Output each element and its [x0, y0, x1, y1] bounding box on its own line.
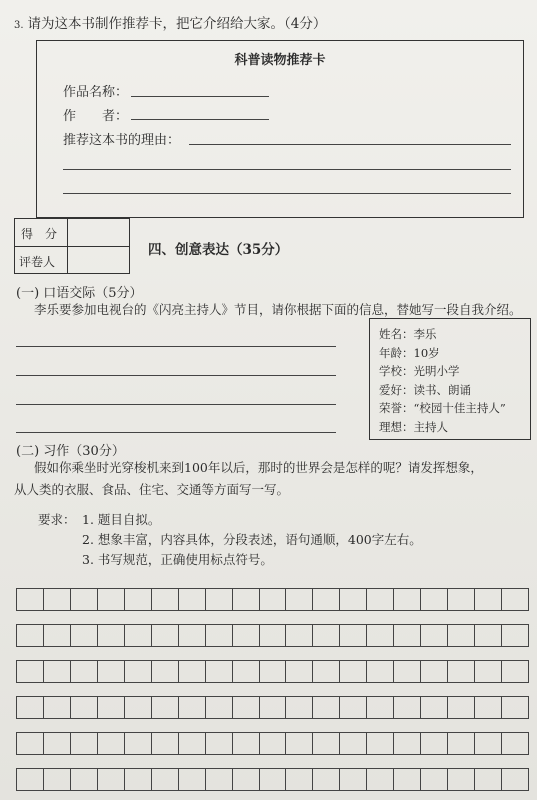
grader-label: 评卷人 [19, 255, 56, 269]
grid-cell[interactable] [448, 733, 475, 755]
grid-cell[interactable] [286, 697, 313, 719]
grid-cell[interactable] [394, 697, 421, 719]
grid-cell[interactable] [502, 769, 529, 791]
grid-cell[interactable] [206, 733, 233, 755]
grid-cell[interactable] [179, 589, 206, 611]
grid-cell[interactable] [394, 769, 421, 791]
grid-cell[interactable] [179, 733, 206, 755]
grid-cell[interactable] [448, 697, 475, 719]
grid-cell[interactable] [17, 697, 44, 719]
grid-cell[interactable] [502, 589, 529, 611]
grid-cell[interactable] [313, 769, 340, 791]
answer-line-2[interactable] [16, 375, 336, 376]
grid-cell[interactable] [98, 769, 125, 791]
grid-cell[interactable] [98, 697, 125, 719]
grid-cell[interactable] [17, 661, 44, 683]
work-name-field[interactable] [131, 96, 269, 97]
grid-cell[interactable] [260, 661, 287, 683]
grid-cell[interactable] [421, 589, 448, 611]
grid-cell[interactable] [421, 697, 448, 719]
grid-cell[interactable] [286, 661, 313, 683]
grid-cell[interactable] [206, 769, 233, 791]
grid-cell[interactable] [367, 625, 394, 647]
grid-cell[interactable] [502, 697, 529, 719]
grid-cell[interactable] [448, 589, 475, 611]
grid-cell[interactable] [367, 589, 394, 611]
grid-cell[interactable] [260, 733, 287, 755]
grid-cell[interactable] [421, 769, 448, 791]
writing-section-title: (二) 习作（30分） [16, 444, 125, 459]
grid-cell[interactable] [313, 661, 340, 683]
grid-cell[interactable] [152, 697, 179, 719]
grid-cell[interactable] [71, 733, 98, 755]
grid-cell[interactable] [260, 769, 287, 791]
grid-cell[interactable] [233, 589, 260, 611]
grid-cell[interactable] [125, 625, 152, 647]
grid-cell[interactable] [260, 697, 287, 719]
answer-line-1[interactable] [16, 346, 336, 347]
grid-cell[interactable] [44, 769, 71, 791]
question-3 [14, 12, 326, 32]
info-hobby: 爱好：读书、朗诵 [379, 382, 471, 397]
answer-line-3[interactable] [16, 404, 336, 405]
grid-cell[interactable] [394, 625, 421, 647]
grid-cell[interactable] [125, 769, 152, 791]
grid-cell[interactable] [233, 625, 260, 647]
grid-cell[interactable] [152, 589, 179, 611]
grid-cell[interactable] [340, 697, 367, 719]
info-age: 年龄：10岁 [379, 345, 440, 360]
grid-cell[interactable] [125, 733, 152, 755]
grid-cell[interactable] [286, 589, 313, 611]
grid-cell[interactable] [233, 661, 260, 683]
card-title: 科普读物推荐卡 [234, 53, 326, 68]
grid-cell[interactable] [71, 769, 98, 791]
grid-cell[interactable] [179, 625, 206, 647]
writing-prompt-line-1: 假如你乘坐时光穿梭机来到100年以后，那时的世界会是怎样的呢？请发挥想象， [34, 460, 483, 475]
grid-cell[interactable] [206, 697, 233, 719]
question-number: 3. [14, 20, 24, 31]
grid-cell[interactable] [206, 625, 233, 647]
grid-cell[interactable] [233, 697, 260, 719]
grid-cell[interactable] [44, 589, 71, 611]
grid-cell[interactable] [44, 697, 71, 719]
author-label: 作 者： [63, 109, 129, 124]
author-field[interactable] [131, 119, 269, 120]
grid-cell[interactable] [152, 661, 179, 683]
info-name: 姓名：李乐 [379, 327, 437, 341]
grid-cell[interactable] [448, 661, 475, 683]
reason-field-line-3[interactable] [63, 193, 511, 194]
reason-field-line-2[interactable] [63, 169, 511, 170]
grid-cell[interactable] [17, 769, 44, 791]
score-box [14, 218, 130, 274]
grid-cell[interactable] [71, 589, 98, 611]
grid-cell[interactable] [98, 661, 125, 683]
grid-cell[interactable] [367, 733, 394, 755]
writing-grid-row[interactable] [16, 660, 529, 683]
oral-section-title: (一) 口语交际（5分） [16, 286, 143, 301]
grid-cell[interactable] [206, 661, 233, 683]
reason-field-line-1[interactable] [189, 144, 511, 145]
grid-cell[interactable] [340, 769, 367, 791]
requirements-label: 要求： [38, 512, 76, 527]
info-school: 学校：光明小学 [379, 364, 460, 378]
writing-grid-row[interactable] [16, 732, 529, 755]
reason-label: 推荐这本书的理由： [63, 133, 181, 148]
grid-cell[interactable] [206, 589, 233, 611]
grid-cell[interactable] [98, 589, 125, 611]
grid-cell[interactable] [44, 733, 71, 755]
grid-cell[interactable] [313, 625, 340, 647]
grid-cell[interactable] [233, 733, 260, 755]
grid-cell[interactable] [475, 661, 502, 683]
grid-cell[interactable] [448, 769, 475, 791]
requirement-2: 2. 想象丰富，内容具体，分段表述，语句通顺，400字左右。 [82, 532, 422, 547]
grid-cell[interactable] [502, 625, 529, 647]
grid-cell[interactable] [367, 697, 394, 719]
grid-cell[interactable] [394, 661, 421, 683]
writing-prompt-line-2: 从人类的衣服、食品、住宅、交通等方面写一写。 [14, 482, 290, 497]
grid-cell[interactable] [313, 697, 340, 719]
grid-cell[interactable] [125, 697, 152, 719]
grid-cell[interactable] [17, 625, 44, 647]
info-ideal: 理想：主持人 [379, 419, 448, 434]
grid-cell[interactable] [502, 733, 529, 755]
grid-cell[interactable] [286, 769, 313, 791]
grid-cell[interactable] [179, 769, 206, 791]
grid-cell[interactable] [260, 589, 287, 611]
grid-cell[interactable] [125, 589, 152, 611]
grid-cell[interactable] [475, 769, 502, 791]
grid-cell[interactable] [98, 625, 125, 647]
writing-grid-row[interactable] [16, 768, 529, 791]
requirement-1: 1. 题目自拟。 [82, 512, 161, 527]
work-name-label: 作品名称： [63, 85, 129, 100]
grid-cell[interactable] [152, 769, 179, 791]
grid-cell[interactable] [475, 697, 502, 719]
grid-cell[interactable] [313, 589, 340, 611]
grid-cell[interactable] [502, 661, 529, 683]
grid-cell[interactable] [394, 733, 421, 755]
grid-cell[interactable] [340, 733, 367, 755]
grid-cell[interactable] [71, 697, 98, 719]
requirement-3: 3. 书写规范，正确使用标点符号。 [82, 552, 273, 567]
grid-cell[interactable] [340, 661, 367, 683]
grid-cell[interactable] [421, 625, 448, 647]
grid-cell[interactable] [340, 625, 367, 647]
grid-cell[interactable] [286, 625, 313, 647]
grid-cell[interactable] [125, 661, 152, 683]
answer-line-4[interactable] [16, 432, 336, 433]
grid-cell[interactable] [421, 661, 448, 683]
grid-cell[interactable] [71, 625, 98, 647]
writing-grid-row[interactable] [16, 696, 529, 719]
grid-cell[interactable] [179, 697, 206, 719]
recommendation-card [36, 40, 524, 218]
grid-cell[interactable] [367, 661, 394, 683]
grid-cell[interactable] [475, 733, 502, 755]
grid-cell[interactable] [152, 625, 179, 647]
score-label: 得 分 [21, 227, 58, 241]
grid-cell[interactable] [152, 733, 179, 755]
oral-intro: 李乐要参加电视台的《闪亮主持人》节目，请你根据下面的信息，替她写一段自我介绍。 [34, 302, 522, 317]
grid-cell[interactable] [448, 625, 475, 647]
grid-cell[interactable] [71, 661, 98, 683]
grid-cell[interactable] [260, 625, 287, 647]
grid-cell[interactable] [17, 733, 44, 755]
grid-cell[interactable] [233, 769, 260, 791]
grid-cell[interactable] [44, 661, 71, 683]
grid-cell[interactable] [98, 733, 125, 755]
info-honor: 荣誉：“校园十佳主持人” [379, 401, 506, 415]
grid-cell[interactable] [313, 733, 340, 755]
writing-grid-row[interactable] [16, 588, 529, 611]
section-4-title: 四、创意表达（35分） [148, 242, 289, 258]
grid-cell[interactable] [179, 661, 206, 683]
grid-cell[interactable] [421, 733, 448, 755]
grid-cell[interactable] [44, 625, 71, 647]
grid-cell[interactable] [286, 733, 313, 755]
grid-cell[interactable] [17, 589, 44, 611]
question-text: 请为这本书制作推荐卡，把它介绍给大家。（4分） [27, 16, 327, 32]
grid-cell[interactable] [394, 589, 421, 611]
grid-cell[interactable] [475, 625, 502, 647]
info-box [369, 318, 531, 440]
grid-cell[interactable] [367, 769, 394, 791]
writing-grid-row[interactable] [16, 624, 529, 647]
grid-cell[interactable] [340, 589, 367, 611]
grid-cell[interactable] [475, 589, 502, 611]
